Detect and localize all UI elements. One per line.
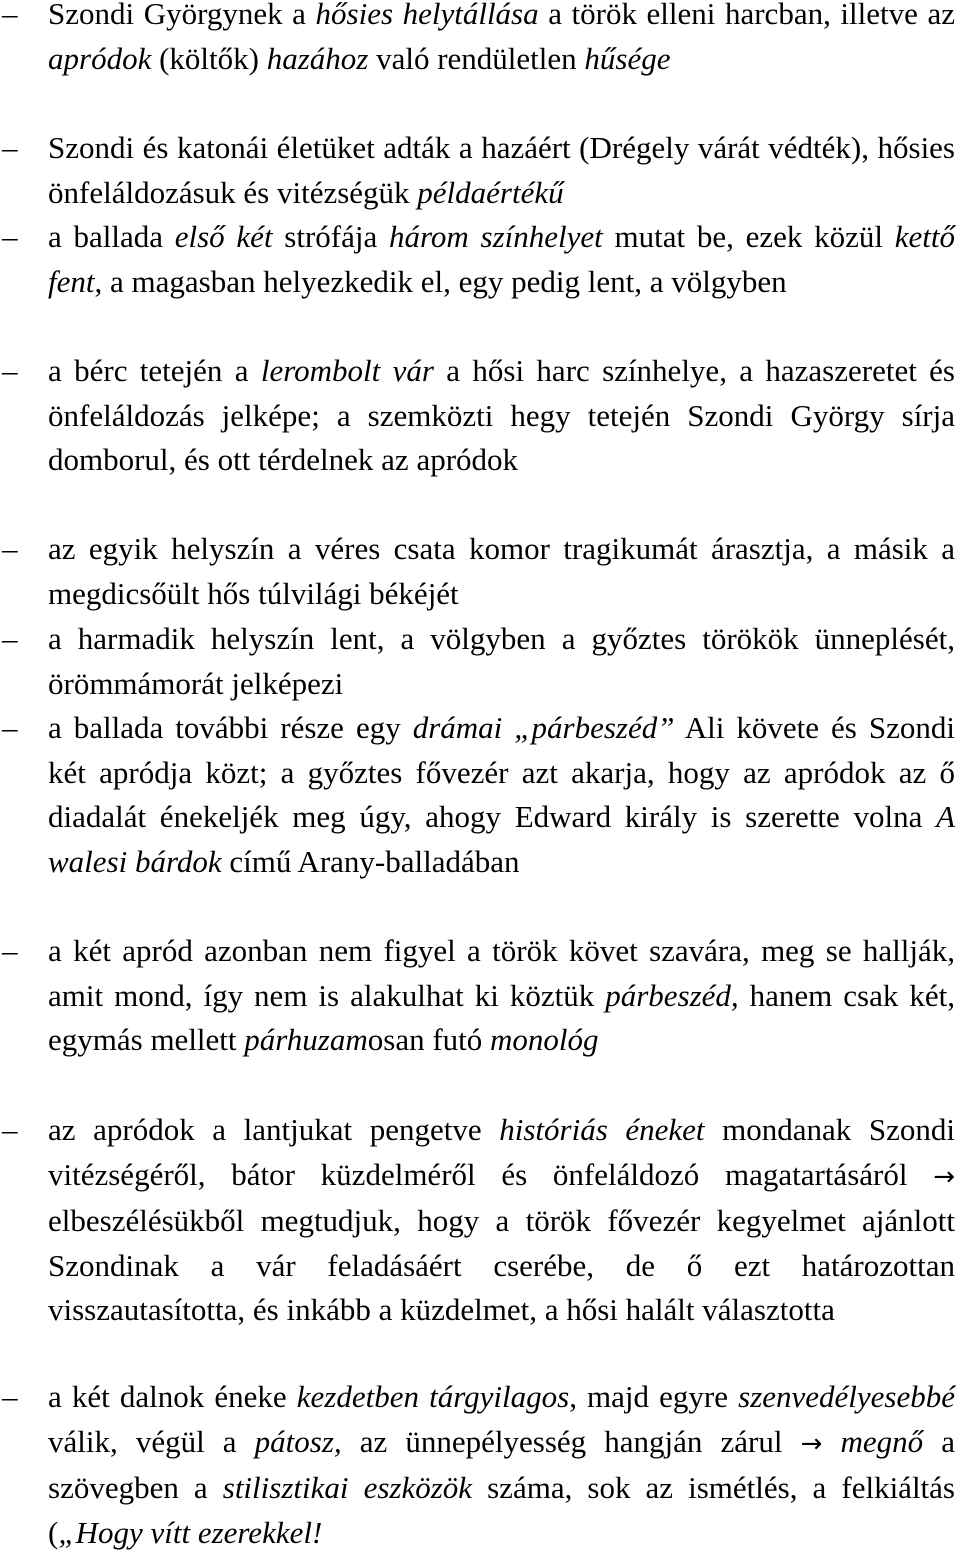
text-segment: mutat be, ezek közül <box>602 219 895 254</box>
text-segment: a ballada további része egy <box>48 710 413 745</box>
bullet-dash: – <box>2 1379 18 1414</box>
text-segment: a harmadik helyszín lent, a völgyben a győztes törökök ünneplését, örömmámorát jelképezi <box>48 621 955 701</box>
emphasized-text: hősies helytállása <box>315 0 539 31</box>
text-segment: strófája <box>272 219 389 254</box>
list-item-text <box>48 1108 955 1333</box>
list-item-text <box>48 929 955 1063</box>
list-item <box>0 126 955 215</box>
emphasized-text: hűsége <box>584 40 671 76</box>
text-segment: (költők) <box>151 40 267 76</box>
list-item <box>0 929 955 1063</box>
arrow-icon: → <box>933 1161 955 1192</box>
emphasized-text: első két <box>174 219 273 254</box>
list-item <box>0 349 955 483</box>
emphasized-text: három színhelyet <box>389 219 603 254</box>
emphasized-text: hazához <box>266 40 369 76</box>
list-item <box>0 0 955 81</box>
emphasized-text: pátosz, <box>254 1423 342 1459</box>
text-segment: az apródok a lantjukat pengetve <box>48 1112 500 1147</box>
list-item-text <box>48 527 955 616</box>
bullet-dash: – <box>2 710 18 745</box>
text-segment: az ünnepélyesség hangján zárul <box>341 1423 801 1459</box>
list-item-text <box>48 349 955 483</box>
list-item-text <box>48 617 955 706</box>
text-segment: Szondi és katonái életüket adták a hazáért (Drégely várát védték), hősies önfeláldozásuk és vitézségük <box>48 130 955 210</box>
text-segment: elbeszélésükből megtudjuk, hogy a török fővezér kegyelmet ajánlott Szondinak a vár feladásáért cserébe, de ő ezt határozottan visszautasította, és inkább a küzdelmet, a hősi halált választotta <box>48 1203 955 1328</box>
emphasized-text: drámai „párbeszéd” <box>412 710 675 745</box>
text-segment: , a magasban helyezkedik el, egy pedig lent, a völgyben <box>94 263 787 299</box>
bullet-dash: – <box>2 621 18 656</box>
bullet-dash: – <box>2 531 18 566</box>
bullet-dash: – <box>2 933 18 968</box>
text-segment: című Arany-balladában <box>221 843 520 879</box>
text-segment: válik, végül a <box>48 1423 255 1459</box>
text-segment: mondanak Szondi vitézségéről, bátor küzdelméről és önfeláldozó magatartásáról <box>48 1112 955 1192</box>
list-item <box>0 706 955 884</box>
text-segment: Ali követe és Szondi két apródja közt; a győztes fővezér azt akarja, hogy az apródok az ő diadalát énekeljék meg úgy, ahogy Edward király is szerette volna <box>48 710 955 835</box>
emphasized-text: lerombolt vár <box>260 353 434 388</box>
text-segment: a szövegben a <box>48 1423 955 1506</box>
list-item <box>0 527 955 616</box>
emphasized-text: párbeszéd, <box>605 977 739 1013</box>
emphasized-text: megnő <box>840 1423 924 1459</box>
text-segment: száma, sok az ismétlés, a felkiáltás ( <box>48 1470 955 1550</box>
text-segment: osan futó <box>367 1022 491 1058</box>
list-item <box>0 617 955 706</box>
emphasized-text: kezdetben tárgyilagos <box>296 1379 570 1414</box>
list-item <box>0 215 955 304</box>
emphasized-text: szenvedélyesebbé <box>738 1379 956 1414</box>
list-item <box>0 1108 955 1333</box>
emphasized-text: példaértékű <box>417 174 564 210</box>
emphasized-text: stilisztikai eszközök <box>222 1470 473 1506</box>
bullet-dash: – <box>2 130 18 165</box>
text-segment <box>822 1424 840 1459</box>
list-item-text <box>48 0 955 81</box>
list-item-text <box>48 126 955 215</box>
emphasized-text: kettő fent <box>48 219 955 299</box>
emphasized-text: „Hogy vítt ezerekkel! <box>58 1514 323 1550</box>
emphasized-text: A walesi bárdok <box>48 799 955 879</box>
text-segment: Szondi Györgynek a <box>48 0 316 31</box>
list-item-text <box>48 1375 955 1555</box>
list-item-text <box>48 215 955 304</box>
text-segment: , majd egyre <box>569 1379 739 1414</box>
arrow-icon: → <box>800 1428 823 1459</box>
text-segment: a török elleni harcban, illetve az <box>538 0 955 31</box>
emphasized-text: históriás éneket <box>499 1112 705 1147</box>
text-segment: a hősi harc színhelye, a hazaszeretet és önfeláldozás jelképe; a szemközti hegy tetején Szondi György sírja domborul, és ott térdelnek az apródok <box>48 353 955 478</box>
bullet-dash: – <box>2 1112 18 1147</box>
text-segment: a két apród azonban nem figyel a török követ szavára, meg se hallják, amit mond, így nem is alakulhat ki köztük <box>48 933 955 1013</box>
bullet-dash: – <box>2 0 18 31</box>
text-segment: a bérc tetején a <box>48 353 261 388</box>
list-item <box>0 1375 955 1555</box>
bullet-dash: – <box>2 353 18 388</box>
text-segment: hanem csak két, egymás mellett <box>48 977 955 1058</box>
text-segment: való rendületlen <box>368 40 585 76</box>
emphasized-text: párhuzam <box>244 1022 368 1058</box>
text-segment: a két dalnok éneke <box>48 1379 297 1414</box>
emphasized-text: apródok <box>48 40 152 76</box>
text-segment: a ballada <box>48 219 175 254</box>
list-item-text <box>48 706 955 884</box>
emphasized-text: monológ <box>490 1022 599 1058</box>
bullet-dash: – <box>2 219 18 254</box>
text-segment: az egyik helyszín a véres csata komor tragikumát árasztja, a másik a megdicsőült hős túlvilági békéjét <box>48 531 955 611</box>
